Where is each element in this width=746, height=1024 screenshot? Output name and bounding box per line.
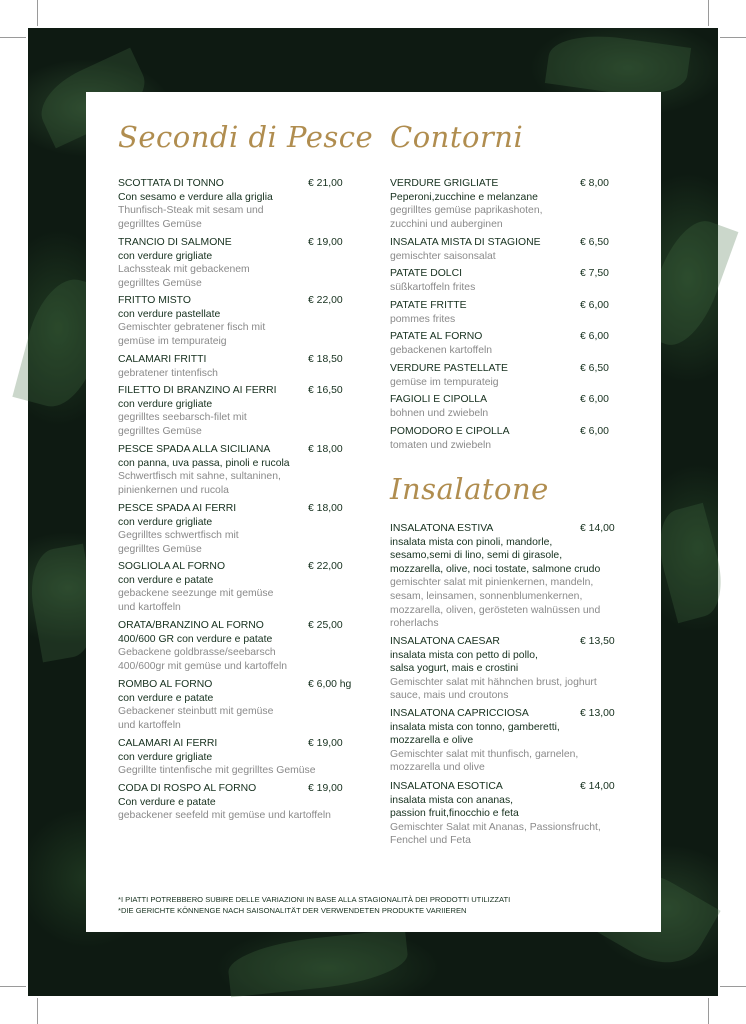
item-description-german: gegrilltes Gemüse [118, 425, 202, 437]
item-description-german: tomaten und zwiebeln [390, 439, 492, 451]
item-description-german: pommes frites [390, 313, 456, 325]
item-description-italian: sesamo,semi di lino, semi di girasole, [390, 550, 563, 562]
item-price: € 19,00 [308, 738, 343, 749]
item-name: PESCE SPADA ALLA SICILIANA [118, 444, 271, 455]
item-name: ROMBO AL FORNO [118, 679, 213, 690]
item-name: CALAMARI FRITTI [118, 354, 207, 365]
item-name: PESCE SPADA AI FERRI [118, 503, 237, 514]
item-price: € 6,00 hg [308, 679, 352, 690]
item-name: POMODORO E CIPOLLA [390, 426, 510, 437]
item-name: PATATE AL FORNO [390, 331, 483, 342]
item-description-german: Gegrillte tintenfische mit gegrilltes Gemüse [118, 765, 316, 777]
item-description-german: gebackener seefeld mit gemüse und kartoffeln [118, 810, 331, 822]
crop-mark [0, 986, 26, 987]
menu-item [118, 560, 358, 614]
item-name: INSALATA MISTA DI STAGIONE [390, 237, 541, 248]
item-description-german: gegrilltes gemüse paprikashoten, [390, 205, 543, 217]
item-price: € 6,50 [580, 237, 609, 248]
item-price: € 6,00 [580, 394, 609, 405]
item-description-german: Gegrilltes schwertfisch mit [118, 530, 239, 542]
footnote-german: *DIE GERICHTE KÖNNENGE NACH SAISONALITÄT DER VERWENDETEN PRODUKTE VARIIEREN [118, 905, 467, 915]
item-price: € 19,00 [308, 237, 343, 248]
item-description-german: sesam, leinsamen, sonnenblumenkernen, [390, 590, 583, 602]
item-description-german: Lachssteak mit gebackenem [118, 264, 250, 276]
item-description-german: Fenchel und Feta [390, 835, 471, 847]
item-description-german: bohnen und zwiebeln [390, 407, 489, 419]
menu-item [390, 177, 640, 231]
menu-item [390, 393, 640, 420]
item-name: FAGIOLI E CIPOLLA [390, 394, 488, 405]
menu-item [390, 299, 640, 326]
item-description-german: mozzarella, oliven, gerösteten walnüssen und [390, 604, 601, 616]
menu-item [390, 267, 640, 294]
item-description-italian: insalata mista con pinoli, mandorle, [390, 536, 553, 548]
item-price: € 18,00 [308, 444, 343, 455]
item-name: TRANCIO DI SALMONE [118, 237, 232, 248]
leaf-decoration [650, 503, 732, 623]
menu-item [118, 443, 358, 497]
item-name: VERDURE GRIGLIATE [390, 178, 499, 189]
item-description-german: gebackene seezunge mit gemüse [118, 588, 274, 600]
item-price: € 19,00 [308, 783, 343, 794]
item-price: € 22,00 [308, 561, 343, 572]
menu-item [118, 294, 358, 348]
crop-mark [37, 998, 38, 1024]
item-price: € 16,50 [308, 385, 343, 396]
crop-mark [708, 0, 709, 26]
item-description-german: gemüse im tempurateig [390, 376, 499, 388]
item-price: € 8,00 [580, 178, 609, 189]
item-description-german: gegrilltes Gemüse [118, 543, 202, 555]
item-description-italian: con verdure e patate [118, 692, 214, 704]
section-heading-insalatone: Insalatone [390, 472, 549, 506]
item-description-italian: mozzarella e olive [390, 735, 474, 747]
menu-item [118, 177, 358, 231]
item-description-german: sauce, mais und croutons [390, 690, 509, 702]
item-price: € 14,00 [580, 523, 615, 534]
item-description-german: gemüse im tempurateig [118, 335, 227, 347]
crop-mark [37, 0, 38, 26]
item-description-german: mozzarella und olive [390, 762, 485, 774]
crop-mark [708, 998, 709, 1024]
item-name: INSALATONA ESTIVA [390, 523, 494, 534]
item-name: PATATE FRITTE [390, 300, 467, 311]
item-description-italian: Peperoni,zucchine e melanzane [390, 191, 538, 203]
footnotes [118, 895, 510, 916]
item-price: € 21,00 [308, 178, 343, 189]
item-price: € 6,00 [580, 426, 609, 437]
menu-item [118, 782, 358, 823]
menu-item [118, 678, 358, 732]
section-heading-contorni: Contorni [390, 120, 524, 154]
menu-item [390, 362, 640, 389]
item-description-italian: salsa yogurt, mais e crostini [390, 663, 519, 675]
item-description-italian: Con verdure e patate [118, 796, 216, 808]
item-description-italian: passion fruit,finocchio e feta [390, 808, 519, 820]
footnote-italian: *I PIATTI POTREBBERO SUBIRE DELLE VARIAZIONI IN BASE ALLA STAGIONALITÀ DEI PRODOTTI UTILIZZATI [118, 895, 511, 904]
item-name: INSALATONA CAESAR [390, 636, 500, 647]
menu-item [390, 425, 640, 452]
item-name: CODA DI ROSPO AL FORNO [118, 783, 257, 794]
item-price: € 18,50 [308, 354, 343, 365]
item-description-italian: con verdure grigliate [118, 751, 213, 763]
item-price: € 7,50 [580, 268, 609, 279]
menu-item [118, 236, 358, 290]
menu-item [390, 522, 640, 631]
menu-item [118, 619, 358, 673]
item-description-italian: con verdure grigliate [118, 516, 213, 528]
item-name: INSALATONA ESOTICA [390, 781, 503, 792]
item-description-german: süßkartoffeln frites [390, 281, 476, 293]
item-description-german: gegrilltes Gemüse [118, 218, 202, 230]
item-name: SOGLIOLA AL FORNO [118, 561, 226, 572]
item-name: CALAMARI AI FERRI [118, 738, 218, 749]
item-description-italian: con verdure pastellate [118, 308, 221, 320]
item-description-german: gebackenen kartoffeln [390, 344, 493, 356]
item-price: € 25,00 [308, 620, 343, 631]
item-description-german: gebratener tintenfisch [118, 367, 218, 379]
item-description-german: Gemischter salat mit thunfisch, garnelen, [390, 748, 579, 760]
crop-mark [0, 37, 26, 38]
item-description-italian: insalata mista con petto di pollo, [390, 649, 538, 661]
item-description-german: pinienkernen und rucola [118, 484, 229, 496]
item-description-german: Gemischter salat mit hähnchen brust, joghurt [390, 676, 597, 688]
menu-item [118, 502, 358, 556]
item-price: € 13,50 [580, 636, 615, 647]
item-description-german: gegrilltes Gemüse [118, 277, 202, 289]
section-heading-pesce: Secondi di Pesce [118, 120, 374, 154]
item-description-german: roherlachs [390, 618, 439, 630]
item-description-german: und kartoffeln [118, 719, 181, 731]
item-name: PATATE DOLCI [390, 268, 462, 279]
item-price: € 13,00 [580, 708, 615, 719]
menu-item [118, 737, 358, 778]
menu-item [390, 780, 640, 848]
item-price: € 6,00 [580, 331, 609, 342]
item-description-german: und kartoffeln [118, 601, 181, 613]
leaf-decoration [226, 929, 410, 998]
menu-item [118, 353, 358, 380]
item-description-german: 400/600gr mit gemüse und kartoffeln [118, 660, 288, 672]
item-description-italian: 400/600 GR con verdure e patate [118, 633, 273, 645]
item-description-german: Gebackener steinbutt mit gemüse [118, 706, 274, 718]
item-name: VERDURE PASTELLATE [390, 363, 508, 374]
item-price: € 22,00 [308, 295, 343, 306]
item-description-italian: Con sesamo e verdure alla griglia [118, 191, 273, 203]
item-name: INSALATONA CAPRICCIOSA [390, 708, 529, 719]
item-description-german: Gemischter gebratener fisch mit [118, 322, 266, 334]
menu-item [390, 707, 640, 775]
menu-item [390, 330, 640, 357]
menu-card [86, 92, 661, 932]
item-description-german: Gebackene goldbrasse/seebarsch [118, 647, 276, 659]
item-name: FRITTO MISTO [118, 295, 191, 306]
item-description-german: Schwertfisch mit sahne, sultaninen, [118, 471, 281, 483]
item-description-italian: insalata mista con tonno, gamberetti, [390, 721, 560, 733]
item-name: FILETTO DI BRANZINO AI FERRI [118, 385, 277, 396]
item-description-german: Thunfisch-Steak mit sesam und [118, 205, 264, 217]
menu-item [118, 384, 358, 438]
item-description-italian: con panna, uva passa, pinoli e rucola [118, 457, 290, 469]
item-price: € 14,00 [580, 781, 615, 792]
item-description-german: Gemischter Salat mit Ananas, Passionsfrucht, [390, 821, 601, 833]
item-description-german: gemischter salat mit pinienkernen, mandeln, [390, 577, 594, 589]
crop-mark [720, 37, 746, 38]
item-price: € 18,00 [308, 503, 343, 514]
item-price: € 6,50 [580, 363, 609, 374]
item-description-italian: con verdure e patate [118, 574, 214, 586]
item-price: € 6,00 [580, 300, 609, 311]
item-name: SCOTTATA DI TONNO [118, 178, 224, 189]
item-description-italian: con verdure grigliate [118, 250, 213, 262]
item-description-italian: insalata mista con ananas, [390, 794, 514, 806]
item-description-german: zucchini und auberginen [390, 218, 503, 230]
item-description-german: gemischter saisonsalat [390, 250, 496, 262]
item-description-german: gegrilltes seebarsch-filet mit [118, 412, 247, 424]
menu-item [390, 635, 640, 703]
menu-item [390, 236, 640, 263]
item-name: ORATA/BRANZINO AL FORNO [118, 620, 264, 631]
crop-mark [720, 986, 746, 987]
item-description-italian: con verdure grigliate [118, 398, 213, 410]
item-description-italian: mozzarella, olive, noci tostate, salmone crudo [390, 563, 601, 575]
